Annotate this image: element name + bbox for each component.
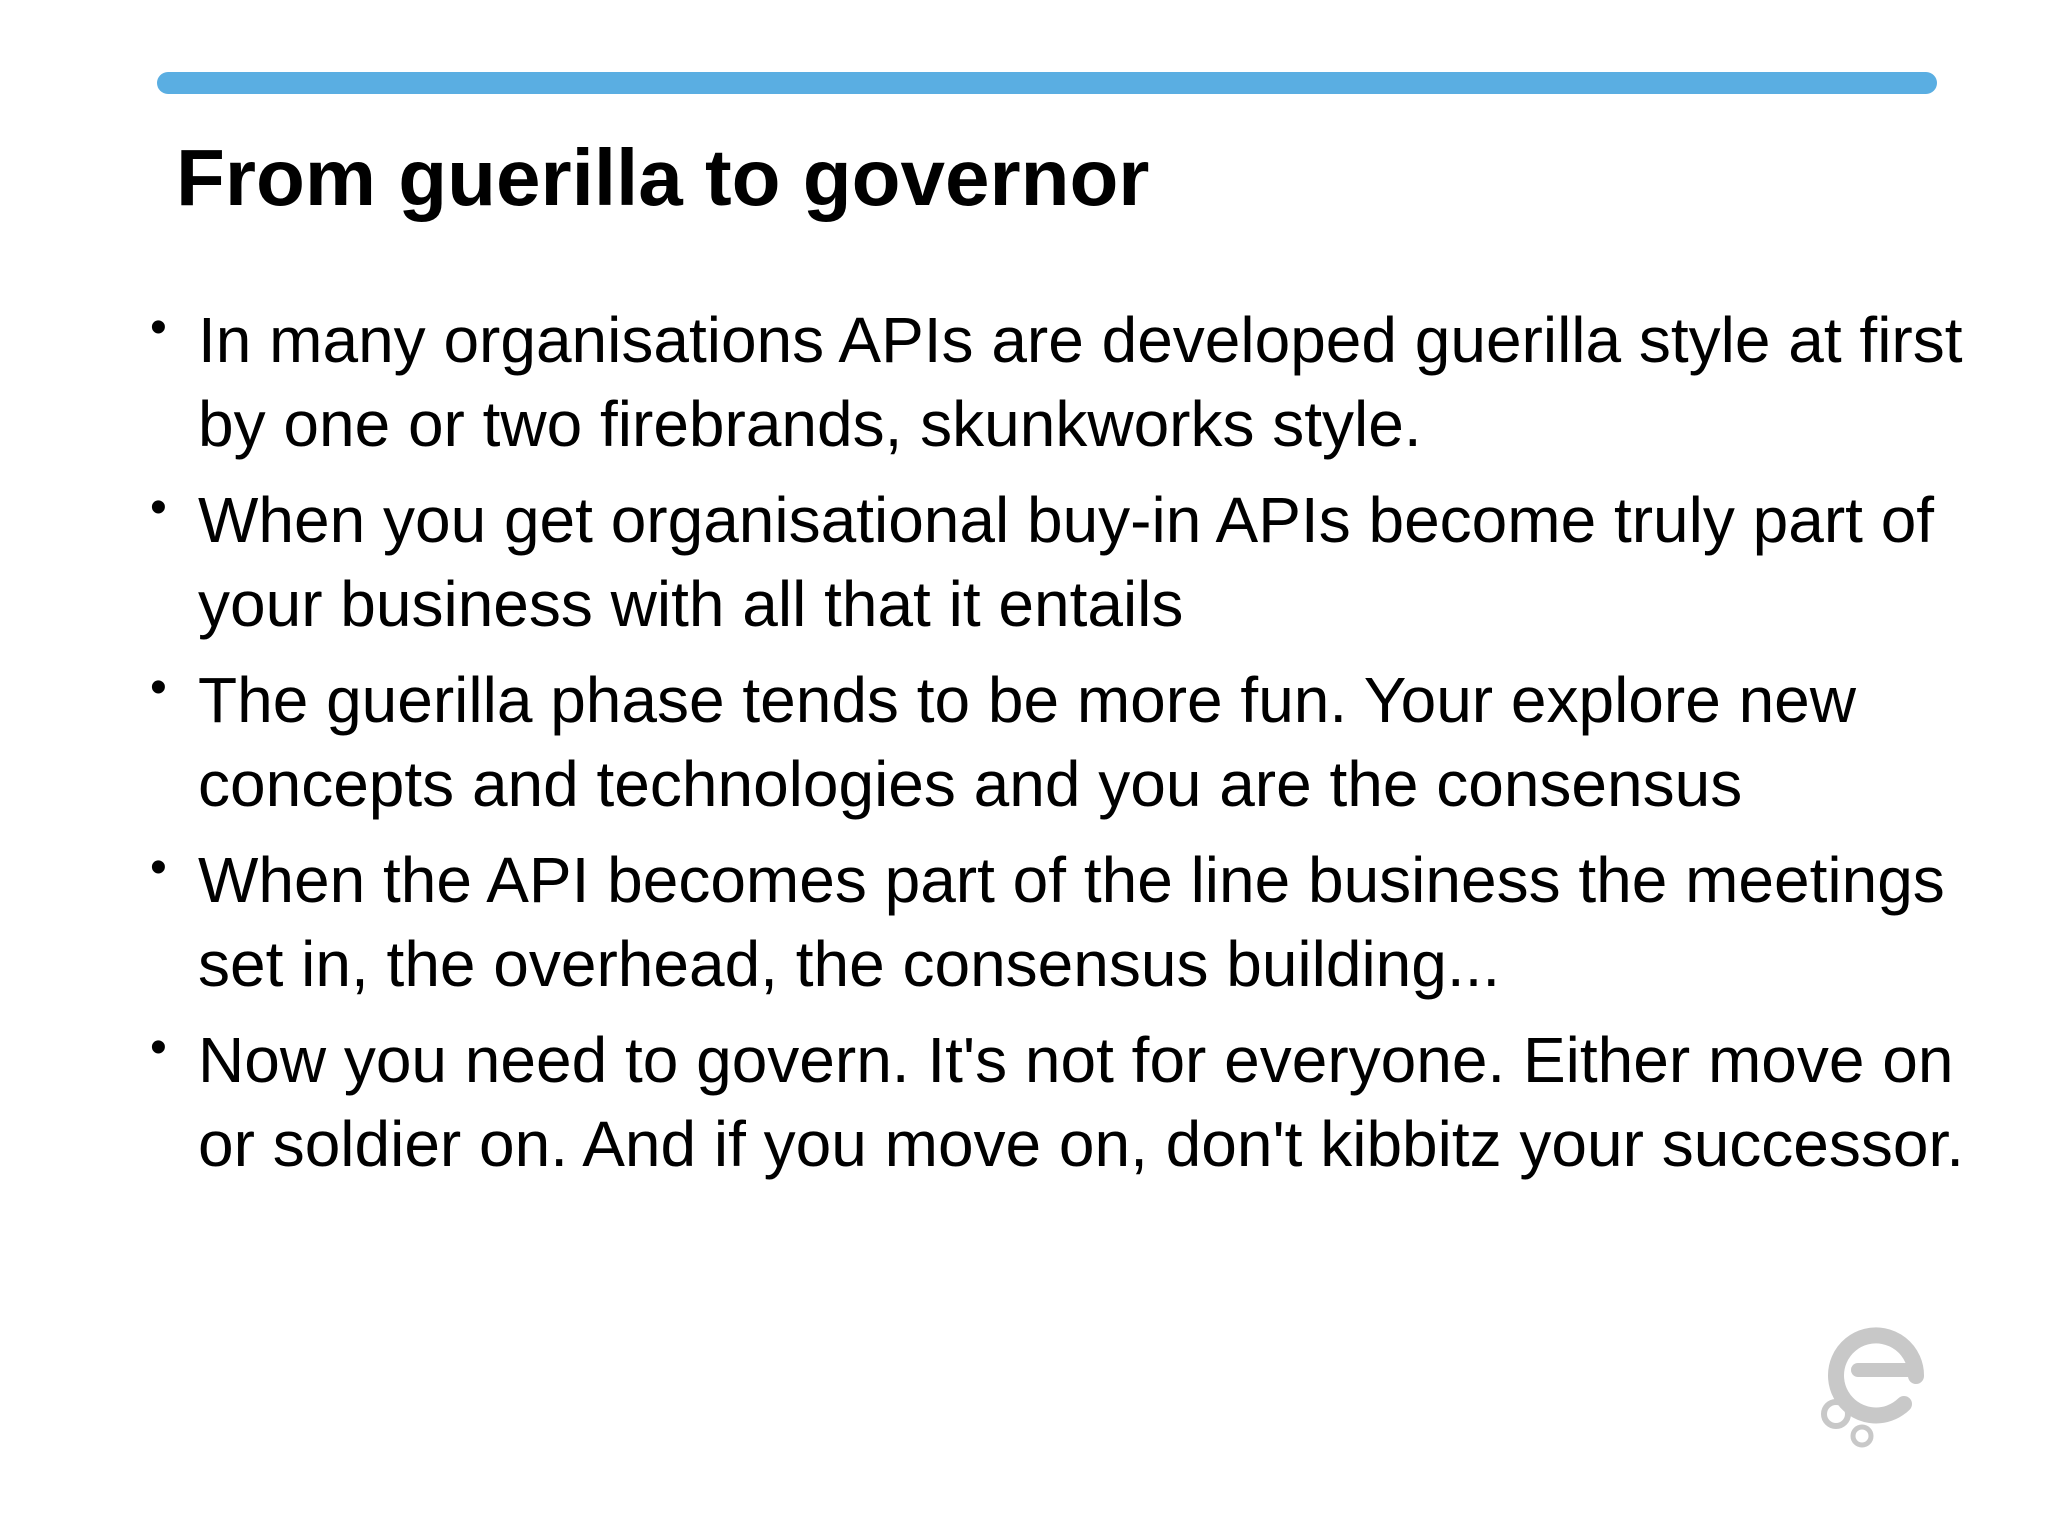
bullet-text: The guerilla phase tends to be more fun. Your explore new concepts and technologies and you are the consensus (198, 664, 1856, 820)
accent-bar (157, 72, 1937, 94)
bullet-dot-icon: • (150, 661, 167, 714)
bullet-text: In many organisations APIs are developed guerilla style at first by one or two firebrands, skunkworks style. (198, 304, 1963, 460)
bullet-text: Now you need to govern. It's not for everyone. Either move on or soldier on. And if you move on, don't kibbitz your successor. (198, 1024, 1965, 1180)
bullet-dot-icon: • (150, 481, 167, 534)
bullet-item (150, 478, 2010, 646)
bullet-text: When you get organisational buy-in APIs become truly part of your business with all that it entails (198, 484, 1935, 640)
bullet-dot-icon: • (150, 841, 167, 894)
bullet-text: When the API becomes part of the line business the meetings set in, the overhead, the consensus building... (198, 844, 1945, 1000)
bubble-e-logo-icon (1818, 1318, 1928, 1450)
bullet-list (150, 298, 2010, 1198)
bullet-dot-icon: • (150, 301, 167, 354)
bullet-item (150, 658, 2010, 826)
bullet-dot-icon: • (150, 1021, 167, 1074)
slide-title: From guerilla to governor (176, 133, 1150, 222)
bullet-item (150, 1018, 2010, 1186)
bullet-item (150, 838, 2010, 1006)
bullet-item (150, 298, 2010, 466)
